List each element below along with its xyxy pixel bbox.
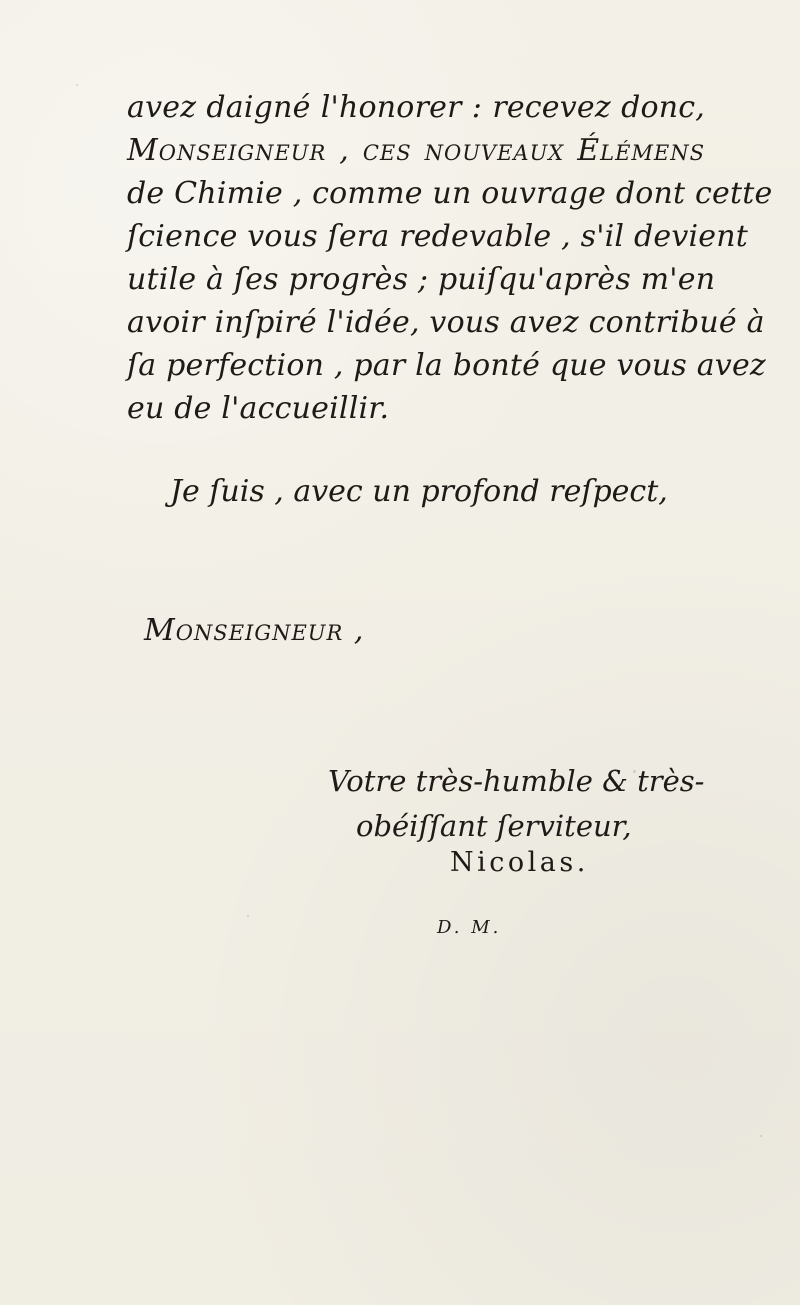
body-line: utile à ſes progrès ; puiſqu'après m'en <box>127 262 716 297</box>
signature-line-1: Votre très-humble & très- <box>328 764 705 798</box>
body-line: avez daigné l'honorer : recevez donc, <box>127 90 705 125</box>
paper-speck <box>760 1135 762 1137</box>
closing-line: Je ſuis , avec un profond reſpect, <box>170 474 668 509</box>
signature-initials: D. M. <box>437 917 502 938</box>
signature-name: Nicolas. <box>450 847 589 878</box>
body-line: avoir inſpiré l'idée, vous avez contribué à <box>127 305 765 340</box>
body-line: ſcience vous ſera redevable , s'il devient <box>127 219 748 254</box>
body-line: de Chimie , comme un ouvrage dont cette <box>127 176 773 211</box>
salutation: Monseigneur , <box>144 613 365 648</box>
signature-line-2: obéiſſant ſerviteur, <box>356 809 632 843</box>
body-line: Monseigneur , ces nouveaux Élémens <box>127 133 705 168</box>
body-line: eu de l'accueillir. <box>127 391 390 426</box>
body-line: ſa perfection , par la bonté que vous avez <box>127 348 766 383</box>
paper-speck <box>247 915 249 917</box>
paper-speck <box>76 84 78 86</box>
letter-body <box>127 86 773 430</box>
